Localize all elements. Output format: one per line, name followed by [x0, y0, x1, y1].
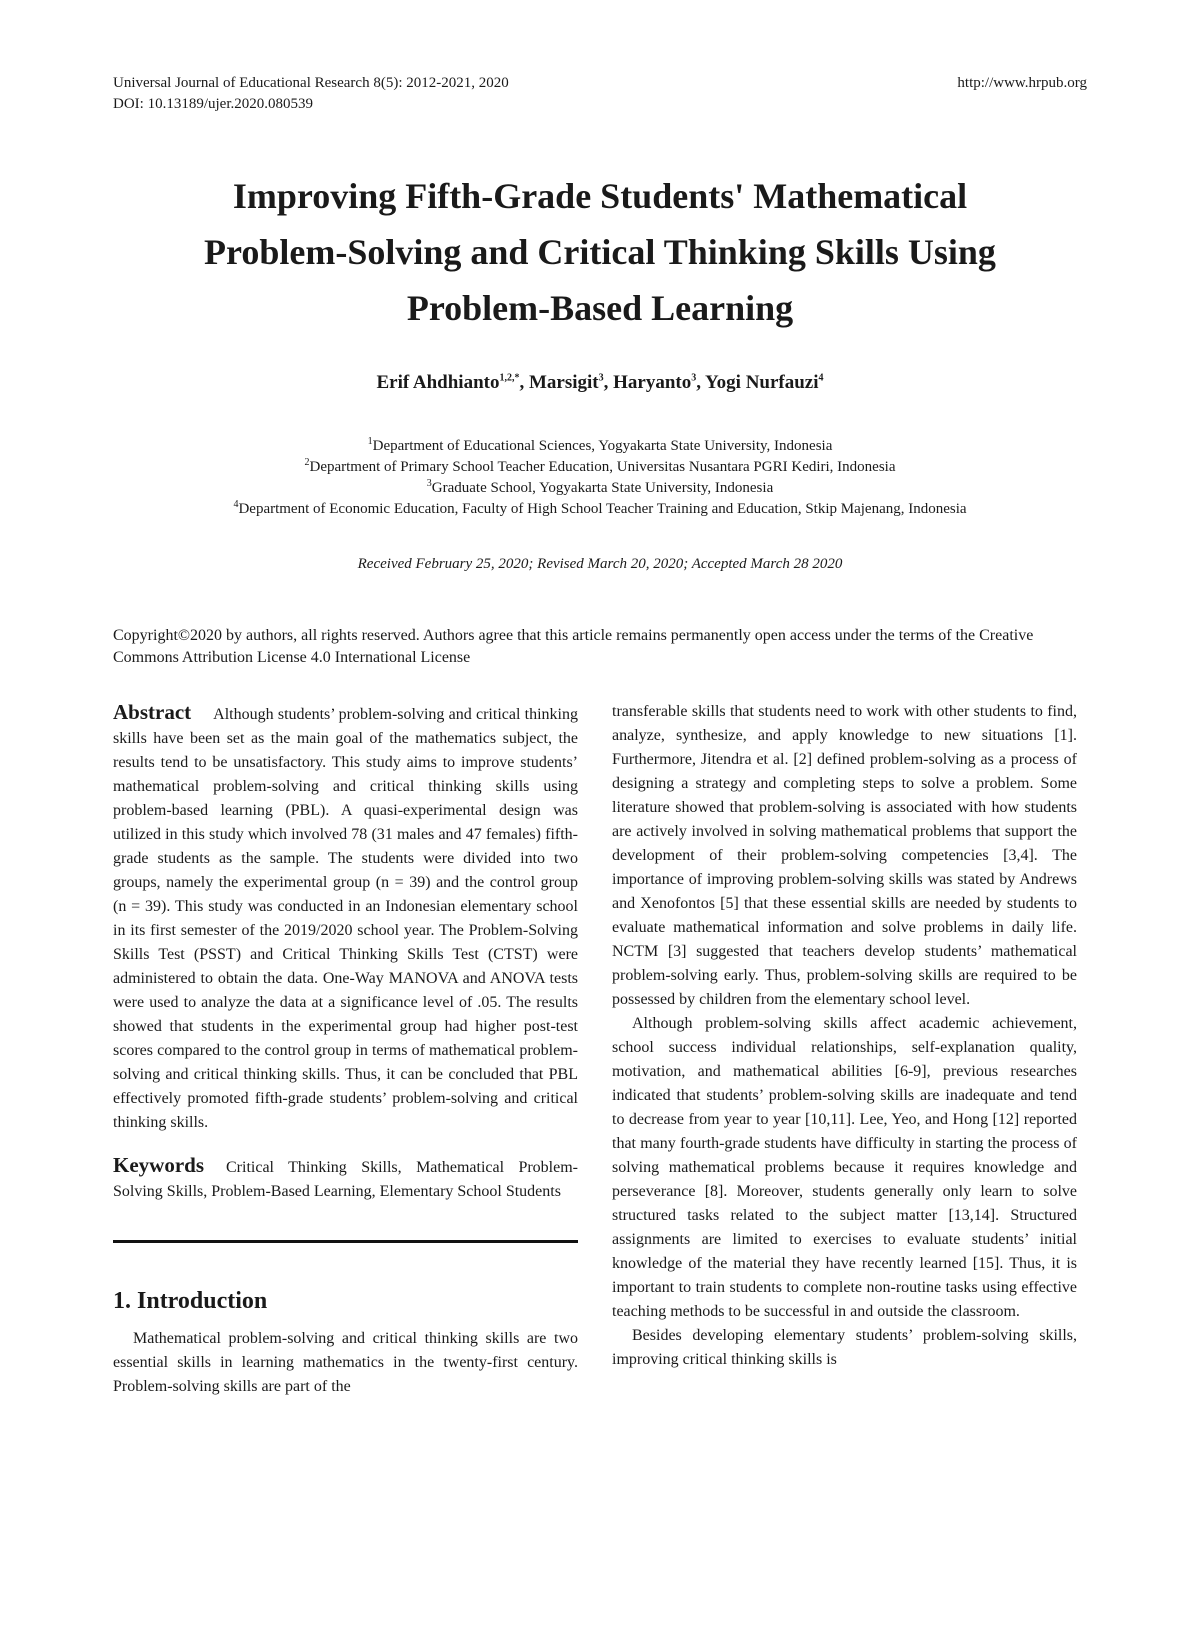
author-separator: ,	[519, 372, 529, 393]
intro-paragraph-continued: transferable skills that students need to work with other students to find, analyze, synthesize, and apply knowledge to new situations [1]. Furthermore, Jitendra et al. [2] defined problem-solving as a process of designing a strategy and completing steps to solve a problem. Some literature showed that problem-solving is associated with how students are actively involved in solving mathematical problems that support the development of their problem-solving competencies [3,4]. The importance of improving problem-solving skills was stated by Andrews and Xenofontos [5] that these essential skills are needed by students to evaluate mathematical information and solve problems in daily life. NCTM [3] suggested that teachers develop students’ mathematical problem-solving early. Thus, problem-solving skills are required to be possessed by children from the elementary school level.	[612, 703, 1077, 1008]
copyright-notice: Copyright©2020 by authors, all rights reserved. Authors agree that this article remains permanently open access under the terms of the Creative Commons Attribution License 4.0 International License	[113, 627, 1034, 666]
journal-citation: Universal Journal of Educational Research 8(5): 2012-2021, 2020	[113, 75, 509, 91]
section-divider	[113, 1240, 578, 1243]
author-affil-mark: 1,2,*	[499, 372, 520, 384]
intro-paragraph: Although problem-solving skills affect academic achievement, school success individual relationships, self-explanation quality, motivation, and mathematical abilities [6-9], previous researches indicated that students’ problem-solving skills are inadequate and tend to decrease from year to year [10,11]. Lee, Yeo, and Hong [12] reported that many fourth-grade students have difficulty in starting the process of solving mathematical problems because it requires knowledge and perseverance [8]. Moreover, students generally only learn to solve structured tasks related to the subject matter [13,14]. Structured assignments are limited to exercises to evaluate students’ initial knowledge of the material they have recently learned [15]. Thus, it is important to train students to complete non-routine tasks using effective teaching methods to be successful in and outside the classroom.	[612, 1015, 1077, 1320]
section-heading: 1. Introduction	[113, 1288, 268, 1314]
affiliation: $^1$Department of Educational Sciences, Yogyakarta State University, Indonesia	[367, 436, 833, 454]
affiliations	[100, 436, 1100, 520]
author-name: Marsigit	[528, 372, 599, 393]
affiliation: $^2$Department of Primary School Teacher Education, Universitas Nusantara PGRI Kediri, Indonesia	[304, 457, 896, 475]
running-header	[113, 73, 1087, 115]
doi[interactable]: DOI: 10.13189/ujer.2020.080539	[113, 96, 313, 112]
received-dates: Received February 25, 2020; Revised March 20, 2020; Accepted March 28 2020	[357, 556, 843, 572]
title-line: Problem-Based Learning	[406, 288, 794, 328]
title-line: Problem-Solving and Critical Thinking Skills Using	[204, 232, 996, 272]
author-affil-mark: 3	[598, 372, 604, 384]
journal-url[interactable]: http://www.hrpub.org	[957, 75, 1087, 91]
affiliation: $^3$Graduate School, Yogyakarta State University, Indonesia	[426, 478, 774, 496]
author-separator: ,	[696, 372, 706, 393]
keywords-label: Keywords	[113, 1153, 204, 1177]
intro-paragraph: Besides developing elementary students’ problem-solving skills, improving critical thinking skills is	[612, 1327, 1077, 1368]
abstract-text: Although students’ problem-solving and critical thinking skills have been set as the main goal of the mathematics subject, the results tend to be unsatisfactory. This study aims to improve students’ mathematical problem-solving and critical thinking skills using problem-based learning (PBL). A quasi-experimental design was utilized in this study which involved 78 (31 males and 47 females) fifth-grade students as the sample. The students were divided into two groups, namely the experimental group (n = 39) and the control group (n = 39). This study was conducted in an Indonesian elementary school in its first semester of the 2019/2020 school year. The Problem-Solving Skills Test (PSST) and Critical Thinking Skills Test (CTST) were administered to obtain the data. One-Way MANOVA and ANOVA tests were used to analyze the data at a significance level of .05. The results showed that students in the experimental group had higher post-test scores compared to the control group in terms of mathematical problem-solving and critical thinking skills. Thus, it can be concluded that PBL effectively promoted fifth-grade students’ problem-solving and critical thinking skills.	[113, 706, 578, 1131]
author-name: Yogi Nurfauzi	[705, 372, 819, 393]
left-column	[113, 700, 578, 1399]
author-name: Haryanto	[613, 372, 692, 393]
author-affil-mark: 4	[818, 372, 824, 384]
intro-paragraph: Mathematical problem-solving and critical thinking skills are two essential skills in learning mathematics in the twenty-first century. Problem-solving skills are part of the	[113, 1330, 578, 1395]
affiliation: $^4$Department of Economic Education, Faculty of High School Teacher Training and Education, Stkip Majenang, Indonesia	[233, 499, 967, 517]
author-list	[100, 372, 1100, 394]
abstract	[113, 700, 578, 1135]
abstract-label: Abstract	[113, 700, 192, 724]
author-name: Erif Ahdhianto	[376, 372, 500, 393]
title-line: Improving Fifth-Grade Students' Mathematical	[232, 176, 968, 216]
keywords-text: Critical Thinking Skills, Mathematical Problem-Solving Skills, Problem-Based Learning, Elementary School Students	[113, 1159, 578, 1200]
paper-title	[100, 168, 1100, 336]
right-column	[612, 700, 1077, 1372]
author-affil-mark: 3	[691, 372, 697, 384]
keywords	[113, 1153, 578, 1204]
author-separator: ,	[603, 372, 614, 393]
